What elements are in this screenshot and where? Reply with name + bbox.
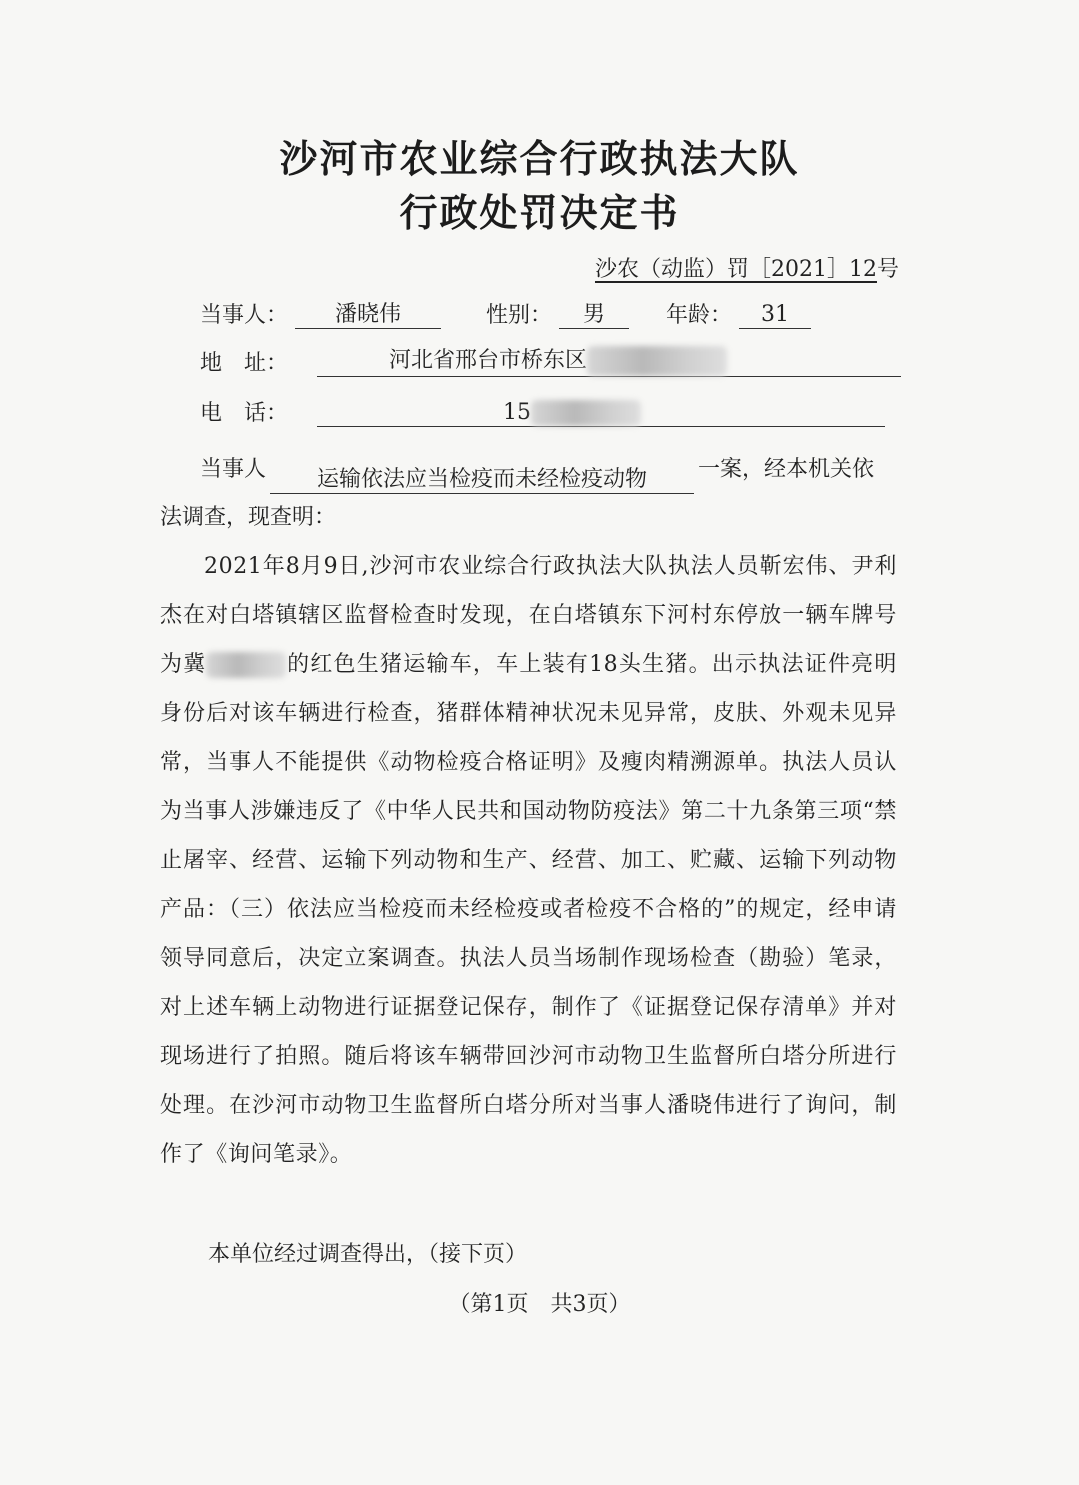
agency-title: 沙河市农业综合行政执法大队	[279, 136, 800, 181]
redacted-plate	[206, 652, 286, 678]
party-name-field: 潘晓伟	[295, 302, 441, 329]
doc-number-suffix: 号	[876, 257, 899, 282]
continuation-note: 本单位经过调查得出，（接下页）	[208, 1242, 528, 1267]
document-title: 行政处罚决定书	[399, 190, 680, 235]
redacted-address	[587, 346, 727, 376]
address-field	[317, 346, 901, 377]
findings-text-part1: 2021年8月9日,沙河市农业综合行政执法大队执法人员靳宏伟、尹利杰在对白塔镇辖区监督检查时发现，在白塔镇东下河村东停放一辆车牌号为冀	[160, 554, 897, 677]
case-suffix: 一案，经本机关依	[698, 457, 875, 482]
phone-field	[317, 400, 885, 427]
gender-field: 男	[559, 302, 629, 329]
document-number	[595, 252, 899, 283]
case-prefix: 当事人	[200, 457, 267, 482]
phone-text: 15	[503, 400, 532, 425]
findings-paragraph	[160, 542, 897, 1179]
party-name-label: 当事人：	[200, 303, 289, 328]
address-text: 河北省邢台市桥东区	[389, 348, 588, 373]
doc-number-prefix: 沙农（动监）罚［2021］	[594, 257, 849, 282]
address-label: 地 址：	[200, 351, 289, 376]
doc-number-value: 12	[848, 257, 877, 282]
phone-row	[200, 396, 885, 427]
findings-text-part2: 的红色生猪运输车，车上装有18头生猪。出示执法证件亮明身份后对该车辆进行检查，猪群体精神状况未见异常，皮肤、外观未见异常，当事人不能提供《动物检疫合格证明》及瘦肉精溯源单。执法人员认为当事人涉嫌违反了《中华人民共和国动物防疫法》第二十九条第三项“禁止屠宰、经营、运输下列动物和生产、经营、加工、贮藏、运输下列动物产品：（三）依法应当检疫而未经检疫或者检疫不合格的”的规定，经申请领导同意后，决定立案调查。执法人员当场制作现场检查（勘验）笔录，对上述车辆上动物进行证据登记保存，制作了《证据登记保存清单》并对现场进行了拍照。随后将该车辆带回沙河市动物卫生监督所白塔分所进行处理。在沙河市动物卫生监督所白塔分所对当事人潘晓伟进行了询问，制作了《询问笔录》。	[160, 652, 898, 1167]
party-info-row	[200, 298, 811, 329]
age-label: 年龄：	[666, 303, 733, 328]
case-name-field: 运输依法应当检疫而未经检疫动物	[270, 467, 694, 494]
case-statement-line2: 法调查，现查明：	[160, 505, 337, 530]
case-statement	[200, 446, 900, 494]
redacted-phone	[531, 400, 641, 426]
age-field: 31	[739, 302, 811, 329]
phone-label: 电 话：	[200, 401, 289, 426]
gender-label: 性别：	[486, 303, 553, 328]
page-number: （第1页 共3页）	[448, 1292, 631, 1317]
address-row	[200, 346, 901, 377]
